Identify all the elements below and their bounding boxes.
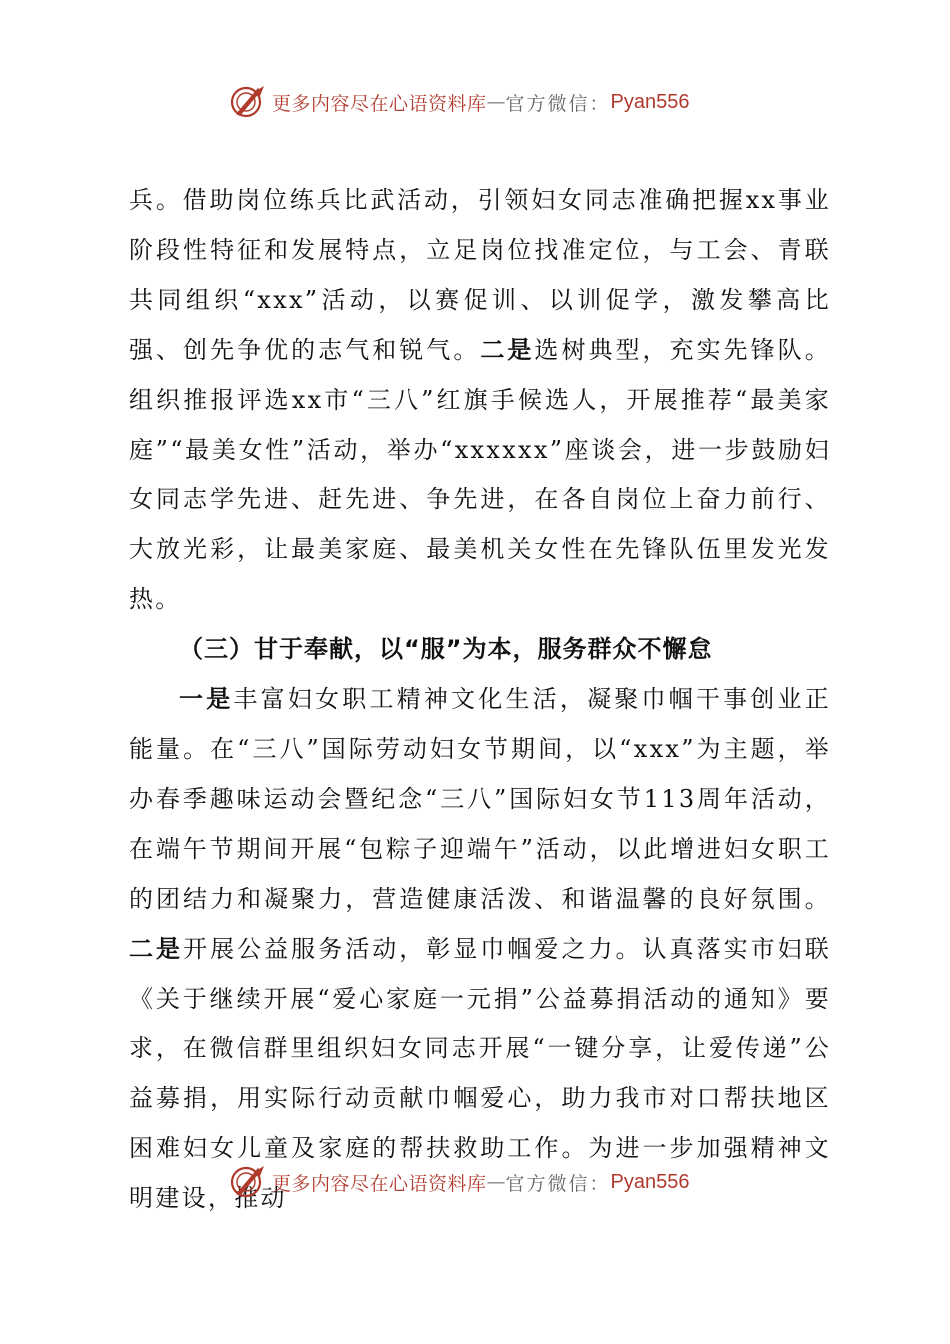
- section-heading-3: （三）甘于奉献，以“服”为本，服务群众不懈怠: [179, 635, 713, 664]
- banner-wechat-label: 官方微信：: [505, 1172, 611, 1195]
- brand-logo-icon: [228, 1162, 268, 1202]
- paragraph-1-text-a: 兵。借助岗位练兵比武活动，引领妇女同志准确把握xx事业阶段性特征和发展特点，立足岗位找准定位，与工会、青联共同组织“xxx”活动，以赛促训、以训促学，激发攀高比强、创先争优的志气和锐气。: [129, 186, 831, 364]
- banner-wechat-id: Pyan556: [610, 90, 690, 113]
- header-watermark-banner: [228, 82, 788, 122]
- paragraph-2-bold-a: 一是: [179, 685, 234, 714]
- footer-watermark-banner: [228, 1162, 788, 1202]
- paragraph-1: [129, 176, 831, 625]
- paragraph-2-text-b: 开展公益服务活动，彰显巾帼爱之力。认真落实市妇联《关于继续开展“爱心家庭一元捐”公益募捐活动的通知》要求，在微信群里组织妇女同志开展“一键分享，让爱传递”公益募捐，用实际行动贡献巾帼爱心，助力我市对口帮扶地区困难妇女儿童及家庭的帮扶救助工作。为进一步加强精神文明建设，推动: [129, 934, 831, 1213]
- paragraph-2-text-a: 丰富妇女职工精神文化生活，凝聚巾帼干事创业正能量。在“三八”国际劳动妇女节期间，以“xxx”为主题，举办春季趣味运动会暨纪念“三八”国际妇女节113周年活动，在端午节期间开展“包粽子迎端午”活动，以此增进妇女职工的团结力和凝聚力，营造健康活泼、和谐温馨的良好氛围。: [129, 685, 831, 913]
- document-body: [129, 176, 831, 1224]
- paragraph-1-text-b: 选树典型，充实先锋队。组织推报评选xx市“三八”红旗手候选人，开展推荐“最美家庭”“最美女性”活动，举办“xxxxxx”座谈会，进一步鼓励妇女同志学先进、赶先进、争先进，在各自岗位上奋力前行、大放光彩，让最美家庭、最美机关女性在先锋队伍里发光发热。: [129, 335, 831, 614]
- paragraph-2: [129, 675, 831, 1224]
- paragraph-2-bold-b: 二是: [129, 934, 184, 963]
- banner-dash: —: [486, 91, 506, 113]
- banner-text: 更多内容尽在心语资料库: [272, 92, 487, 115]
- paragraph-1-bold-b: 二是: [480, 335, 535, 364]
- banner-text: 更多内容尽在心语资料库: [272, 1172, 487, 1195]
- banner-wechat-label: 官方微信：: [505, 92, 611, 115]
- brand-logo-icon: [228, 82, 268, 122]
- banner-wechat-id: Pyan556: [610, 1170, 690, 1193]
- banner-dash: —: [486, 1171, 506, 1193]
